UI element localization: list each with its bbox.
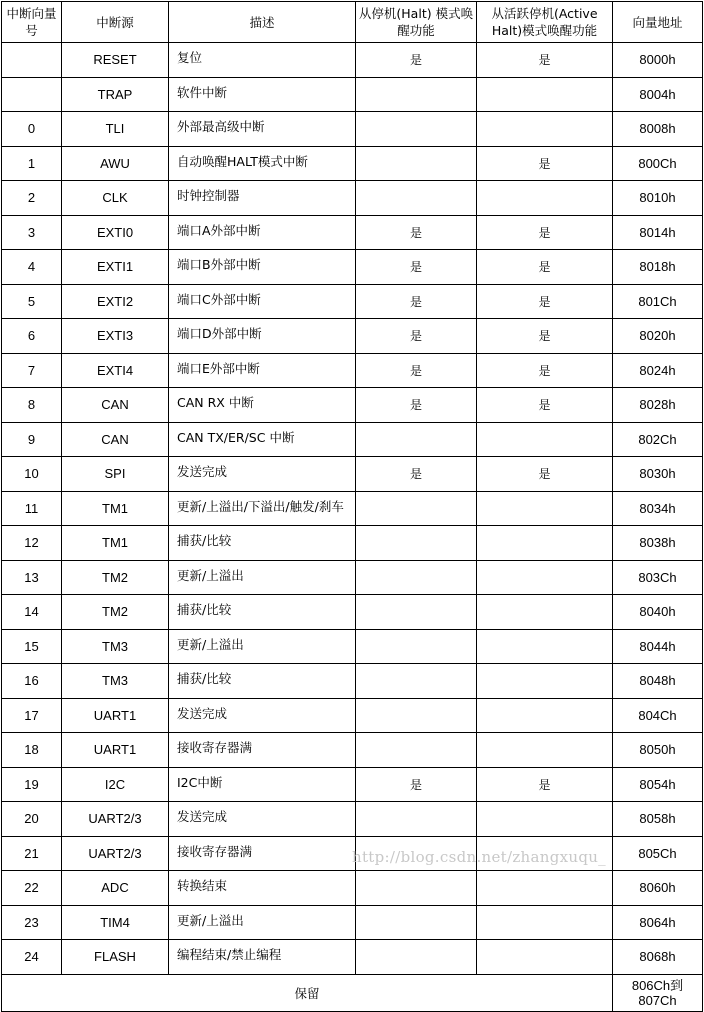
- watermark: http://blog.csdn.net/zhangxuqu_: [352, 848, 606, 866]
- cell-address: 801Ch: [613, 284, 703, 319]
- cell-source: EXTI1: [62, 250, 169, 285]
- cell-active-halt: [477, 526, 613, 561]
- cell-source: SPI: [62, 457, 169, 492]
- table-row: [2, 595, 703, 630]
- cell-active-halt: [477, 940, 613, 975]
- table-row: [2, 629, 703, 664]
- cell-halt: [356, 560, 477, 595]
- table-row: [2, 215, 703, 250]
- table-row: [2, 112, 703, 147]
- cell-desc: 自动唤醒HALT模式中断: [169, 146, 356, 181]
- cell-vector: 19: [2, 767, 62, 802]
- cell-active-halt: [477, 629, 613, 664]
- cell-desc: I2C中断: [169, 767, 356, 802]
- cell-halt: [356, 146, 477, 181]
- cell-address: 8054h: [613, 767, 703, 802]
- header-source: 中断源: [62, 2, 169, 43]
- cell-vector: 9: [2, 422, 62, 457]
- cell-address: 8038h: [613, 526, 703, 561]
- table-header-row: [2, 2, 703, 43]
- cell-active-halt: [477, 595, 613, 630]
- cell-active-halt: 是: [477, 353, 613, 388]
- cell-vector: 21: [2, 836, 62, 871]
- cell-desc: 接收寄存器满: [169, 836, 356, 871]
- cell-desc: 捕获/比较: [169, 664, 356, 699]
- cell-active-halt: [477, 491, 613, 526]
- cell-halt: [356, 905, 477, 940]
- cell-active-halt: [477, 905, 613, 940]
- cell-source: TM3: [62, 629, 169, 664]
- cell-source: UART2/3: [62, 802, 169, 837]
- header-address: 向量地址: [613, 2, 703, 43]
- table-row: [2, 319, 703, 354]
- cell-source: TM1: [62, 526, 169, 561]
- cell-desc: 接收寄存器满: [169, 733, 356, 768]
- cell-halt: 是: [356, 767, 477, 802]
- cell-desc: 外部最高级中断: [169, 112, 356, 147]
- cell-active-halt: [477, 560, 613, 595]
- cell-active-halt: [477, 836, 613, 871]
- header-active-halt: 从活跃停机(Active Halt)模式唤醒功能: [477, 2, 613, 43]
- cell-vector: 8: [2, 388, 62, 423]
- cell-vector: [2, 77, 62, 112]
- table-row: [2, 422, 703, 457]
- header-desc: 描述: [169, 2, 356, 43]
- cell-halt: [356, 491, 477, 526]
- header-vector: 中断向量号: [2, 2, 62, 43]
- table-row: [2, 698, 703, 733]
- cell-active-halt: [477, 698, 613, 733]
- cell-desc: 更新/上溢出: [169, 560, 356, 595]
- cell-halt: 是: [356, 457, 477, 492]
- table-row: [2, 871, 703, 906]
- cell-desc: 发送完成: [169, 802, 356, 837]
- cell-address: 8020h: [613, 319, 703, 354]
- cell-desc: 端口E外部中断: [169, 353, 356, 388]
- cell-address: 802Ch: [613, 422, 703, 457]
- cell-halt: 是: [356, 215, 477, 250]
- cell-halt: 是: [356, 388, 477, 423]
- cell-vector: 10: [2, 457, 62, 492]
- table-row: [2, 940, 703, 975]
- cell-address: 8068h: [613, 940, 703, 975]
- cell-source: FLASH: [62, 940, 169, 975]
- cell-halt: [356, 112, 477, 147]
- cell-source: ADC: [62, 871, 169, 906]
- cell-vector: 3: [2, 215, 62, 250]
- cell-halt: [356, 629, 477, 664]
- cell-halt: [356, 77, 477, 112]
- table-row: [2, 802, 703, 837]
- cell-halt: [356, 595, 477, 630]
- cell-vector: 0: [2, 112, 62, 147]
- cell-vector: 17: [2, 698, 62, 733]
- cell-desc: 捕获/比较: [169, 526, 356, 561]
- cell-active-halt: 是: [477, 284, 613, 319]
- cell-address: 8058h: [613, 802, 703, 837]
- cell-halt: [356, 836, 477, 871]
- cell-active-halt: [477, 733, 613, 768]
- reserved-row: [2, 974, 703, 1011]
- cell-halt: 是: [356, 250, 477, 285]
- cell-source: TM2: [62, 560, 169, 595]
- cell-vector: 23: [2, 905, 62, 940]
- cell-address: 8064h: [613, 905, 703, 940]
- cell-active-halt: [477, 112, 613, 147]
- cell-desc: CAN TX/ER/SC 中断: [169, 422, 356, 457]
- cell-address: 8034h: [613, 491, 703, 526]
- cell-halt: [356, 733, 477, 768]
- cell-address: 8004h: [613, 77, 703, 112]
- reserved-address: [613, 974, 703, 1011]
- cell-desc: 更新/上溢出: [169, 905, 356, 940]
- cell-source: EXTI4: [62, 353, 169, 388]
- reserved-address-line1: 806Ch到: [631, 977, 684, 993]
- cell-active-halt: 是: [477, 250, 613, 285]
- cell-desc: 端口A外部中断: [169, 215, 356, 250]
- cell-halt: 是: [356, 43, 477, 78]
- cell-address: 8028h: [613, 388, 703, 423]
- cell-halt: [356, 940, 477, 975]
- cell-source: TIM4: [62, 905, 169, 940]
- cell-desc: 发送完成: [169, 457, 356, 492]
- table-row: [2, 181, 703, 216]
- cell-source: EXTI0: [62, 215, 169, 250]
- table-body: [2, 43, 703, 975]
- cell-halt: [356, 698, 477, 733]
- cell-vector: 1: [2, 146, 62, 181]
- cell-source: TM2: [62, 595, 169, 630]
- cell-active-halt: [477, 422, 613, 457]
- table-row: [2, 767, 703, 802]
- cell-desc: 更新/上溢出/下溢出/触发/刹车: [169, 491, 356, 526]
- cell-address: 8010h: [613, 181, 703, 216]
- cell-active-halt: 是: [477, 319, 613, 354]
- cell-active-halt: 是: [477, 457, 613, 492]
- cell-vector: 4: [2, 250, 62, 285]
- table-row: [2, 526, 703, 561]
- cell-halt: [356, 526, 477, 561]
- cell-source: I2C: [62, 767, 169, 802]
- table-row: [2, 43, 703, 78]
- cell-source: UART1: [62, 698, 169, 733]
- cell-active-halt: 是: [477, 43, 613, 78]
- cell-desc: 转换结束: [169, 871, 356, 906]
- cell-desc: 软件中断: [169, 77, 356, 112]
- cell-source: TM3: [62, 664, 169, 699]
- cell-active-halt: 是: [477, 146, 613, 181]
- cell-vector: 12: [2, 526, 62, 561]
- table-row: [2, 491, 703, 526]
- cell-halt: 是: [356, 319, 477, 354]
- cell-halt: 是: [356, 284, 477, 319]
- cell-desc: CAN RX 中断: [169, 388, 356, 423]
- cell-address: 805Ch: [613, 836, 703, 871]
- cell-source: TM1: [62, 491, 169, 526]
- table-row: [2, 664, 703, 699]
- cell-vector: 24: [2, 940, 62, 975]
- interrupt-vector-table: [1, 1, 703, 1012]
- cell-address: 803Ch: [613, 560, 703, 595]
- cell-address: 8018h: [613, 250, 703, 285]
- cell-halt: [356, 181, 477, 216]
- table-row: [2, 733, 703, 768]
- cell-source: TLI: [62, 112, 169, 147]
- cell-active-halt: [477, 181, 613, 216]
- cell-halt: 是: [356, 353, 477, 388]
- cell-source: RESET: [62, 43, 169, 78]
- cell-source: CAN: [62, 422, 169, 457]
- table-row: [2, 250, 703, 285]
- table-row: [2, 388, 703, 423]
- cell-vector: 5: [2, 284, 62, 319]
- cell-vector: 13: [2, 560, 62, 595]
- cell-address: 8044h: [613, 629, 703, 664]
- cell-active-halt: 是: [477, 388, 613, 423]
- cell-address: 8050h: [613, 733, 703, 768]
- table-row: [2, 560, 703, 595]
- cell-vector: 6: [2, 319, 62, 354]
- cell-source: CLK: [62, 181, 169, 216]
- cell-active-halt: 是: [477, 215, 613, 250]
- cell-vector: 2: [2, 181, 62, 216]
- cell-desc: 时钟控制器: [169, 181, 356, 216]
- cell-desc: 捕获/比较: [169, 595, 356, 630]
- reserved-label: 保留: [2, 974, 613, 1011]
- cell-address: 8030h: [613, 457, 703, 492]
- cell-vector: 22: [2, 871, 62, 906]
- cell-address: 8040h: [613, 595, 703, 630]
- cell-active-halt: [477, 664, 613, 699]
- cell-vector: 7: [2, 353, 62, 388]
- cell-halt: [356, 871, 477, 906]
- cell-vector: 18: [2, 733, 62, 768]
- table-row: [2, 146, 703, 181]
- cell-vector: 11: [2, 491, 62, 526]
- cell-address: 800Ch: [613, 146, 703, 181]
- cell-desc: 发送完成: [169, 698, 356, 733]
- cell-source: AWU: [62, 146, 169, 181]
- cell-vector: 16: [2, 664, 62, 699]
- table-row: [2, 457, 703, 492]
- cell-source: UART1: [62, 733, 169, 768]
- cell-source: TRAP: [62, 77, 169, 112]
- cell-address: 8014h: [613, 215, 703, 250]
- cell-desc: 编程结束/禁止编程: [169, 940, 356, 975]
- table-row: [2, 77, 703, 112]
- cell-source: EXTI3: [62, 319, 169, 354]
- header-halt: 从停机(Halt) 模式唤醒功能: [356, 2, 477, 43]
- cell-halt: [356, 664, 477, 699]
- table-row: [2, 836, 703, 871]
- cell-vector: 14: [2, 595, 62, 630]
- cell-address: 8048h: [613, 664, 703, 699]
- cell-source: CAN: [62, 388, 169, 423]
- cell-address: 8024h: [613, 353, 703, 388]
- cell-source: EXTI2: [62, 284, 169, 319]
- table-row: [2, 353, 703, 388]
- cell-address: 804Ch: [613, 698, 703, 733]
- cell-halt: [356, 802, 477, 837]
- cell-address: 8060h: [613, 871, 703, 906]
- table-row: [2, 905, 703, 940]
- cell-desc: 端口C外部中断: [169, 284, 356, 319]
- cell-desc: 端口B外部中断: [169, 250, 356, 285]
- cell-vector: [2, 43, 62, 78]
- cell-active-halt: [477, 77, 613, 112]
- cell-address: 8000h: [613, 43, 703, 78]
- reserved-address-line2: 807Ch: [638, 992, 677, 1008]
- cell-desc: 更新/上溢出: [169, 629, 356, 664]
- cell-vector: 15: [2, 629, 62, 664]
- cell-desc: 端口D外部中断: [169, 319, 356, 354]
- cell-vector: 20: [2, 802, 62, 837]
- cell-desc: 复位: [169, 43, 356, 78]
- cell-active-halt: [477, 871, 613, 906]
- cell-halt: [356, 422, 477, 457]
- cell-active-halt: 是: [477, 767, 613, 802]
- cell-source: UART2/3: [62, 836, 169, 871]
- cell-address: 8008h: [613, 112, 703, 147]
- table-row: [2, 284, 703, 319]
- cell-active-halt: [477, 802, 613, 837]
